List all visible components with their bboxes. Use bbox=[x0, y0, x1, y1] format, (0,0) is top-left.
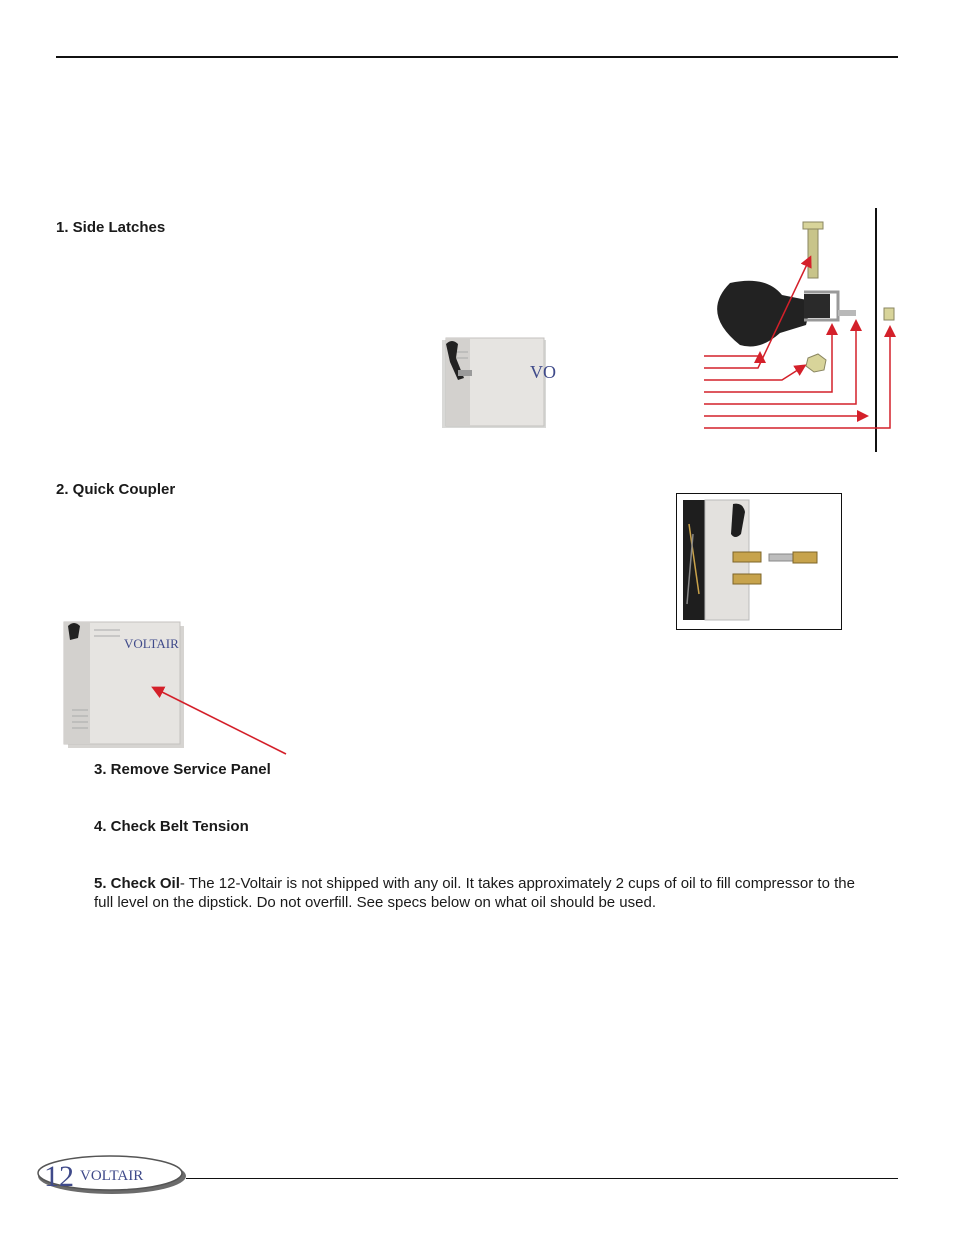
svg-text:VO: VO bbox=[530, 362, 556, 382]
quick-coupler-photo bbox=[676, 493, 842, 630]
check-oil-line-1: - The 12-Voltair is not shipped with any oil. It takes approximately 2 cups of oil to fill compressor to the bbox=[179, 875, 855, 892]
footer-logo-number: 12 bbox=[44, 1160, 74, 1193]
footer-logo-name: VOLTAIR bbox=[80, 1168, 144, 1184]
section-heading-check-belt-tension: 4. Check Belt Tension bbox=[94, 818, 249, 835]
compressor-brand-label: VOLTAIR bbox=[124, 636, 179, 651]
section-heading-quick-coupler: 2. Quick Coupler bbox=[56, 481, 176, 498]
latch-exploded-diagram bbox=[700, 208, 900, 454]
footer-rule bbox=[186, 1178, 898, 1179]
side-latch-photo bbox=[436, 336, 556, 432]
check-oil-paragraph bbox=[94, 874, 900, 912]
check-oil-line-2: full level on the dipstick. Do not overfill. See specs below on what oil should be used. bbox=[94, 894, 656, 911]
section-heading-check-oil: 5. Check Oil bbox=[94, 875, 180, 892]
section-heading-remove-service-panel: 3. Remove Service Panel bbox=[94, 761, 271, 778]
section-heading-side-latches: 1. Side Latches bbox=[56, 219, 166, 236]
footer-logo bbox=[36, 1152, 188, 1196]
compressor-service-panel-photo bbox=[60, 620, 290, 756]
header-rule bbox=[56, 56, 898, 58]
